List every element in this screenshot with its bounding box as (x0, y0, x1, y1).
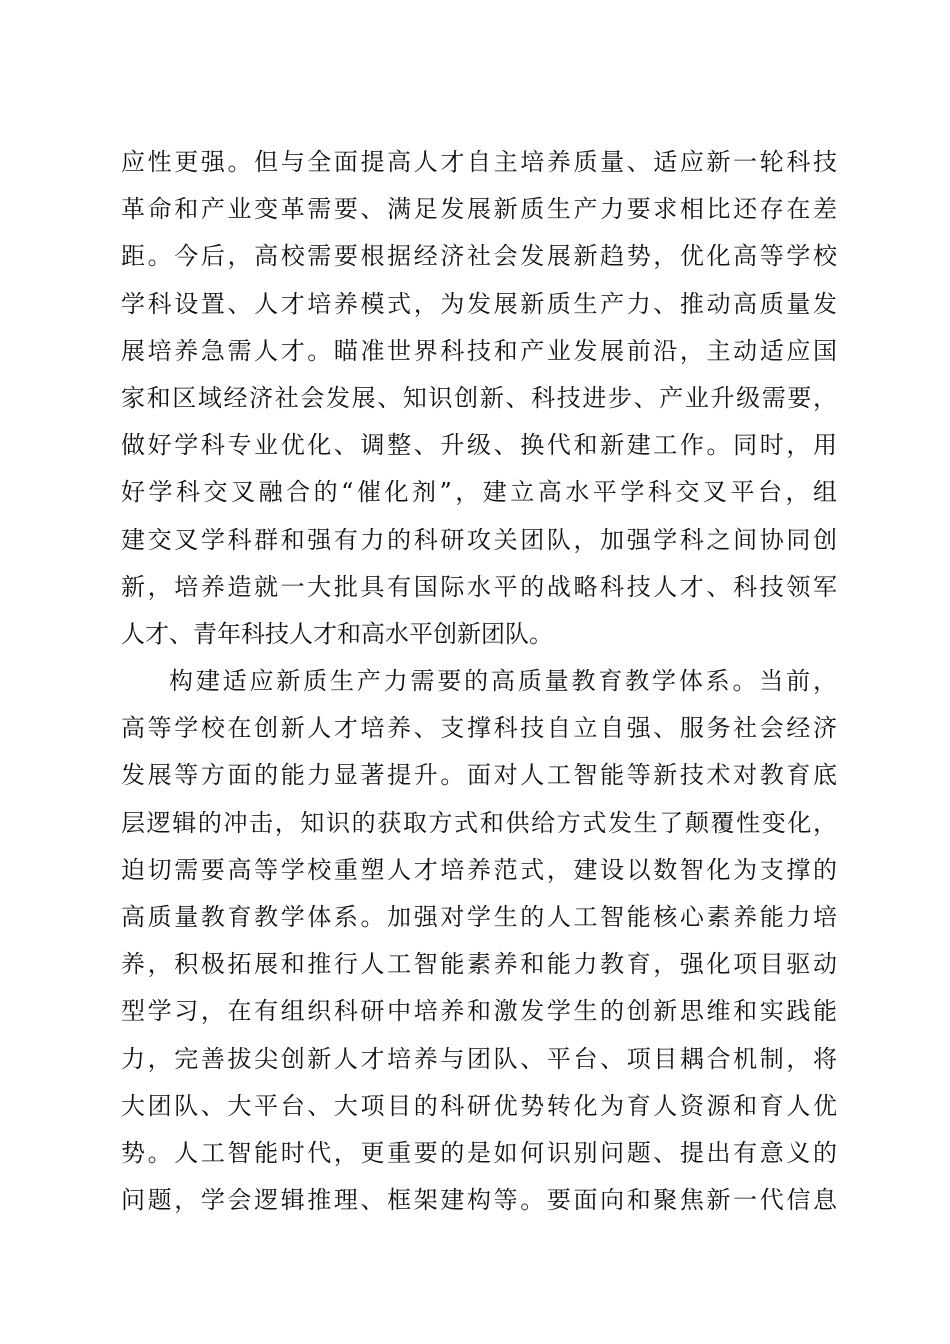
body-text (121, 139, 837, 1224)
paragraph-2-line: 养，积极拓展和推行人工智能素养和能力教育，强化项目驱动 (121, 950, 837, 979)
paragraph-1-line: 距。今后，高校需要根据经济社会发展新趋势，优化高等学校 (121, 242, 837, 271)
paragraph-2-line: 发展等方面的能力显著提升。面对人工智能等新技术对教育底 (121, 761, 837, 790)
paragraph-2-line: 迫切需要高等学校重塑人才培养范式，建设以数智化为支撑的 (121, 855, 837, 884)
paragraph-1-line: 建交叉学科群和强有力的科研攻关团队，加强学科之间协同创 (121, 525, 837, 554)
paragraph-2-line: 大团队、大平台、大项目的科研优势转化为育人资源和育人优 (121, 1091, 837, 1120)
paragraph-1-line: 革命和产业变革需要、满足发展新质生产力要求相比还存在差 (121, 195, 837, 224)
paragraph-1-line: 好学科交叉融合的“催化剂”，建立高水平学科交叉平台，组 (121, 478, 837, 507)
paragraph-2-line: 问题，学会逻辑推理、框架建构等。要面向和聚焦新一代信息 (121, 1186, 837, 1215)
paragraph-2-line: 高等学校在创新人才培养、支撑科技自立自强、服务社会经济 (121, 714, 837, 743)
paragraph-1-line: 人才、青年科技人才和高水平创新团队。 (121, 619, 553, 648)
paragraph-2-line: 构建适应新质生产力需要的高质量教育教学体系。当前， (169, 667, 837, 696)
paragraph-1-line: 应性更强。但与全面提高人才自主培养质量、适应新一轮科技 (121, 148, 837, 176)
paragraph-1-line: 家和区域经济社会发展、知识创新、科技进步、产业升级需要， (121, 383, 837, 412)
paragraph-1-line: 新，培养造就一大批具有国际水平的战略科技人才、科技领军 (121, 572, 837, 601)
paragraph-1-line: 展培养急需人才。瞄准世界科技和产业发展前沿，主动适应国 (121, 336, 837, 365)
paragraph-2-line: 层逻辑的冲击，知识的获取方式和供给方式发生了颠覆性变化， (121, 808, 837, 837)
paragraph-2-line: 高质量教育教学体系。加强对学生的人工智能核心素养能力培 (121, 903, 837, 931)
paragraph-2-line: 型学习，在有组织科研中培养和激发学生的创新思维和实践能 (121, 997, 837, 1026)
paragraph-2-line: 势。人工智能时代，更重要的是如何识别问题、提出有意义的 (121, 1138, 837, 1167)
paragraph-1-line: 学科设置、人才培养模式，为发展新质生产力、推动高质量发 (121, 289, 837, 318)
paragraph-2-line: 力，完善拔尖创新人才培养与团队、平台、项目耦合机制，将 (121, 1044, 837, 1073)
paragraph-1-line: 做好学科专业优化、调整、升级、换代和新建工作。同时，用 (121, 431, 837, 460)
